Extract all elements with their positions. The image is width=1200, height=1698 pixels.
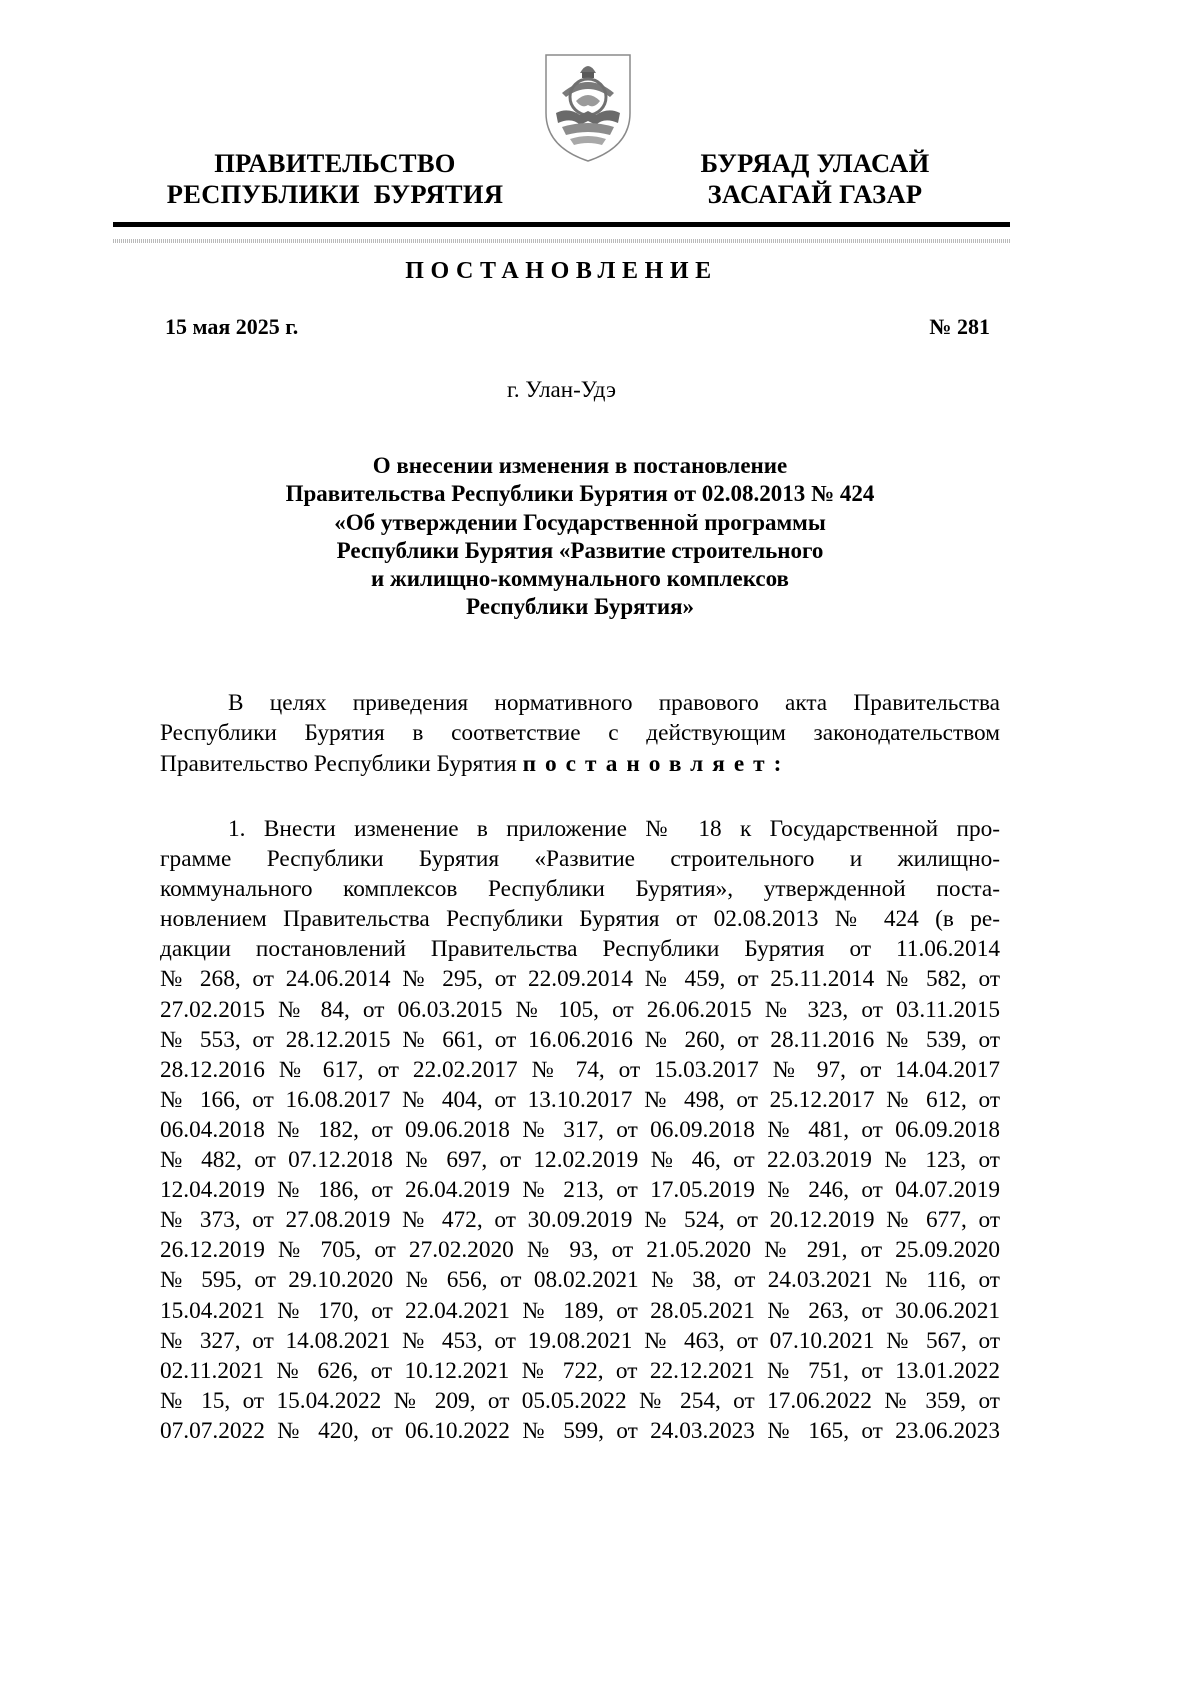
header-left-line-1: ПРАВИТЕЛЬСТВО <box>214 148 456 178</box>
paragraph-line: № 268, от 24.06.2014 № 295, от 22.09.2014 № 459, от 25.11.2014 № 582, от <box>160 966 1000 993</box>
document-number: № 281 <box>929 314 990 339</box>
paragraph-line: 12.04.2019 № 186, от 26.04.2019 № 213, от 17.05.2019 № 246, от 04.07.2019 <box>160 1177 1000 1204</box>
paragraph-line: 27.02.2015 № 84, от 06.03.2015 № 105, от 26.06.2015 № 323, от 03.11.2015 <box>160 996 1000 1023</box>
preamble-paragraph <box>160 688 1000 779</box>
paragraph-line: 06.04.2018 № 182, от 09.06.2018 № 317, от 06.09.2018 № 481, от 06.09.2018 <box>160 1116 1000 1143</box>
paragraph-line: № 15, от 15.04.2022 № 209, от 05.05.2022 № 254, от 17.06.2022 № 359, от <box>160 1387 1000 1414</box>
header-left-line-2: РЕСПУБЛИКИ БУРЯТИЯ <box>166 179 504 209</box>
government-name-russian <box>155 148 515 210</box>
header-right-line-1: БУРЯАД УЛАСАЙ <box>700 148 930 178</box>
paragraph-line: № 327, от 14.08.2021 № 453, от 19.08.2021 № 463, от 07.10.2021 № 567, от <box>160 1327 1000 1354</box>
document-city: г. Улан-Удэ <box>507 377 616 402</box>
paragraph-line: 07.07.2022 № 420, от 06.10.2022 № 599, от 24.03.2023 № 165, от 23.06.2023 <box>160 1417 1000 1444</box>
header-rule-thin <box>113 239 1010 243</box>
preamble-subject: Правительство Республики Бурятия <box>160 750 517 777</box>
paragraph-line: № 553, от 28.12.2015 № 661, от 16.06.2016 № 260, от 28.11.2016 № 539, от <box>160 1026 1000 1053</box>
paragraph-line <box>160 749 1000 779</box>
paragraph-line: 02.11.2021 № 626, от 10.12.2021 № 722, от 22.12.2021 № 751, от 13.01.2022 <box>160 1357 1000 1384</box>
title-line: «Об утверждении Государственной программы <box>334 509 826 535</box>
paragraph-line: коммунального комплексов Республики Бурятия», утвержденной поста- <box>160 876 1000 903</box>
resolves-keyword: постановляет: <box>522 750 791 777</box>
paragraph-line: № 166, от 16.08.2017 № 404, от 13.10.2017 № 498, от 25.12.2017 № 612, от <box>160 1086 1000 1113</box>
paragraph-line: 28.12.2016 № 617, от 22.02.2017 № 74, от 15.03.2017 № 97, от 14.04.2017 <box>160 1056 1000 1083</box>
title-line: и жилищно-коммунального комплексов <box>371 566 789 592</box>
document-date: 15 мая 2025 г. <box>165 314 299 339</box>
document-type-title: ПОСТАНОВЛЕНИЕ <box>405 258 718 284</box>
paragraph-line: № 595, от 29.10.2020 № 656, от 08.02.2021 № 38, от 24.03.2021 № 116, от <box>160 1267 1000 1294</box>
paragraph-line: В целях приведения нормативного правового акта Правительства <box>228 690 1000 716</box>
clause-1-paragraph <box>160 814 1000 1446</box>
title-line: Республики Бурятия» <box>465 594 695 620</box>
paragraph-line: новлением Правительства Республики Бурятия от 02.08.2013 № 424 (в ре- <box>160 906 1000 933</box>
paragraph-line: Республики Бурятия в соответствие с действующим законодательством <box>160 720 1000 747</box>
government-name-buryat <box>690 148 940 210</box>
header-right-line-2: ЗАСАГАЙ ГАЗАР <box>707 179 923 209</box>
paragraph-line: дакции постановлений Правительства Республики Бурятия от 11.06.2014 <box>160 936 1000 963</box>
paragraph-line: № 482, от 07.12.2018 № 697, от 12.02.2019 № 46, от 22.03.2019 № 123, от <box>160 1147 1000 1174</box>
header-rule-thick <box>113 222 1010 227</box>
paragraph-line: 26.12.2019 № 705, от 27.02.2020 № 93, от 21.05.2020 № 291, от 25.09.2020 <box>160 1237 1000 1264</box>
title-line: Правительства Республики Бурятия от 02.08.2013 № 424 <box>285 481 875 507</box>
coat-of-arms-emblem <box>540 51 636 163</box>
paragraph-line: 15.04.2021 № 170, от 22.04.2021 № 189, от 28.05.2021 № 263, от 30.06.2021 <box>160 1297 1000 1324</box>
title-line: О внесении изменения в постановление <box>372 453 788 478</box>
paragraph-line: грамме Республики Бурятия «Развитие строительного и жилищно- <box>160 846 1000 873</box>
title-line: Республики Бурятия «Развитие строительного <box>336 537 824 563</box>
paragraph-line: № 373, от 27.08.2019 № 472, от 30.09.2019 № 524, от 20.12.2019 № 677, от <box>160 1207 1000 1234</box>
paragraph-line: 1. Внести изменение в приложение № 18 к Государственной про- <box>228 816 1000 842</box>
document-subject-title <box>160 452 1000 622</box>
